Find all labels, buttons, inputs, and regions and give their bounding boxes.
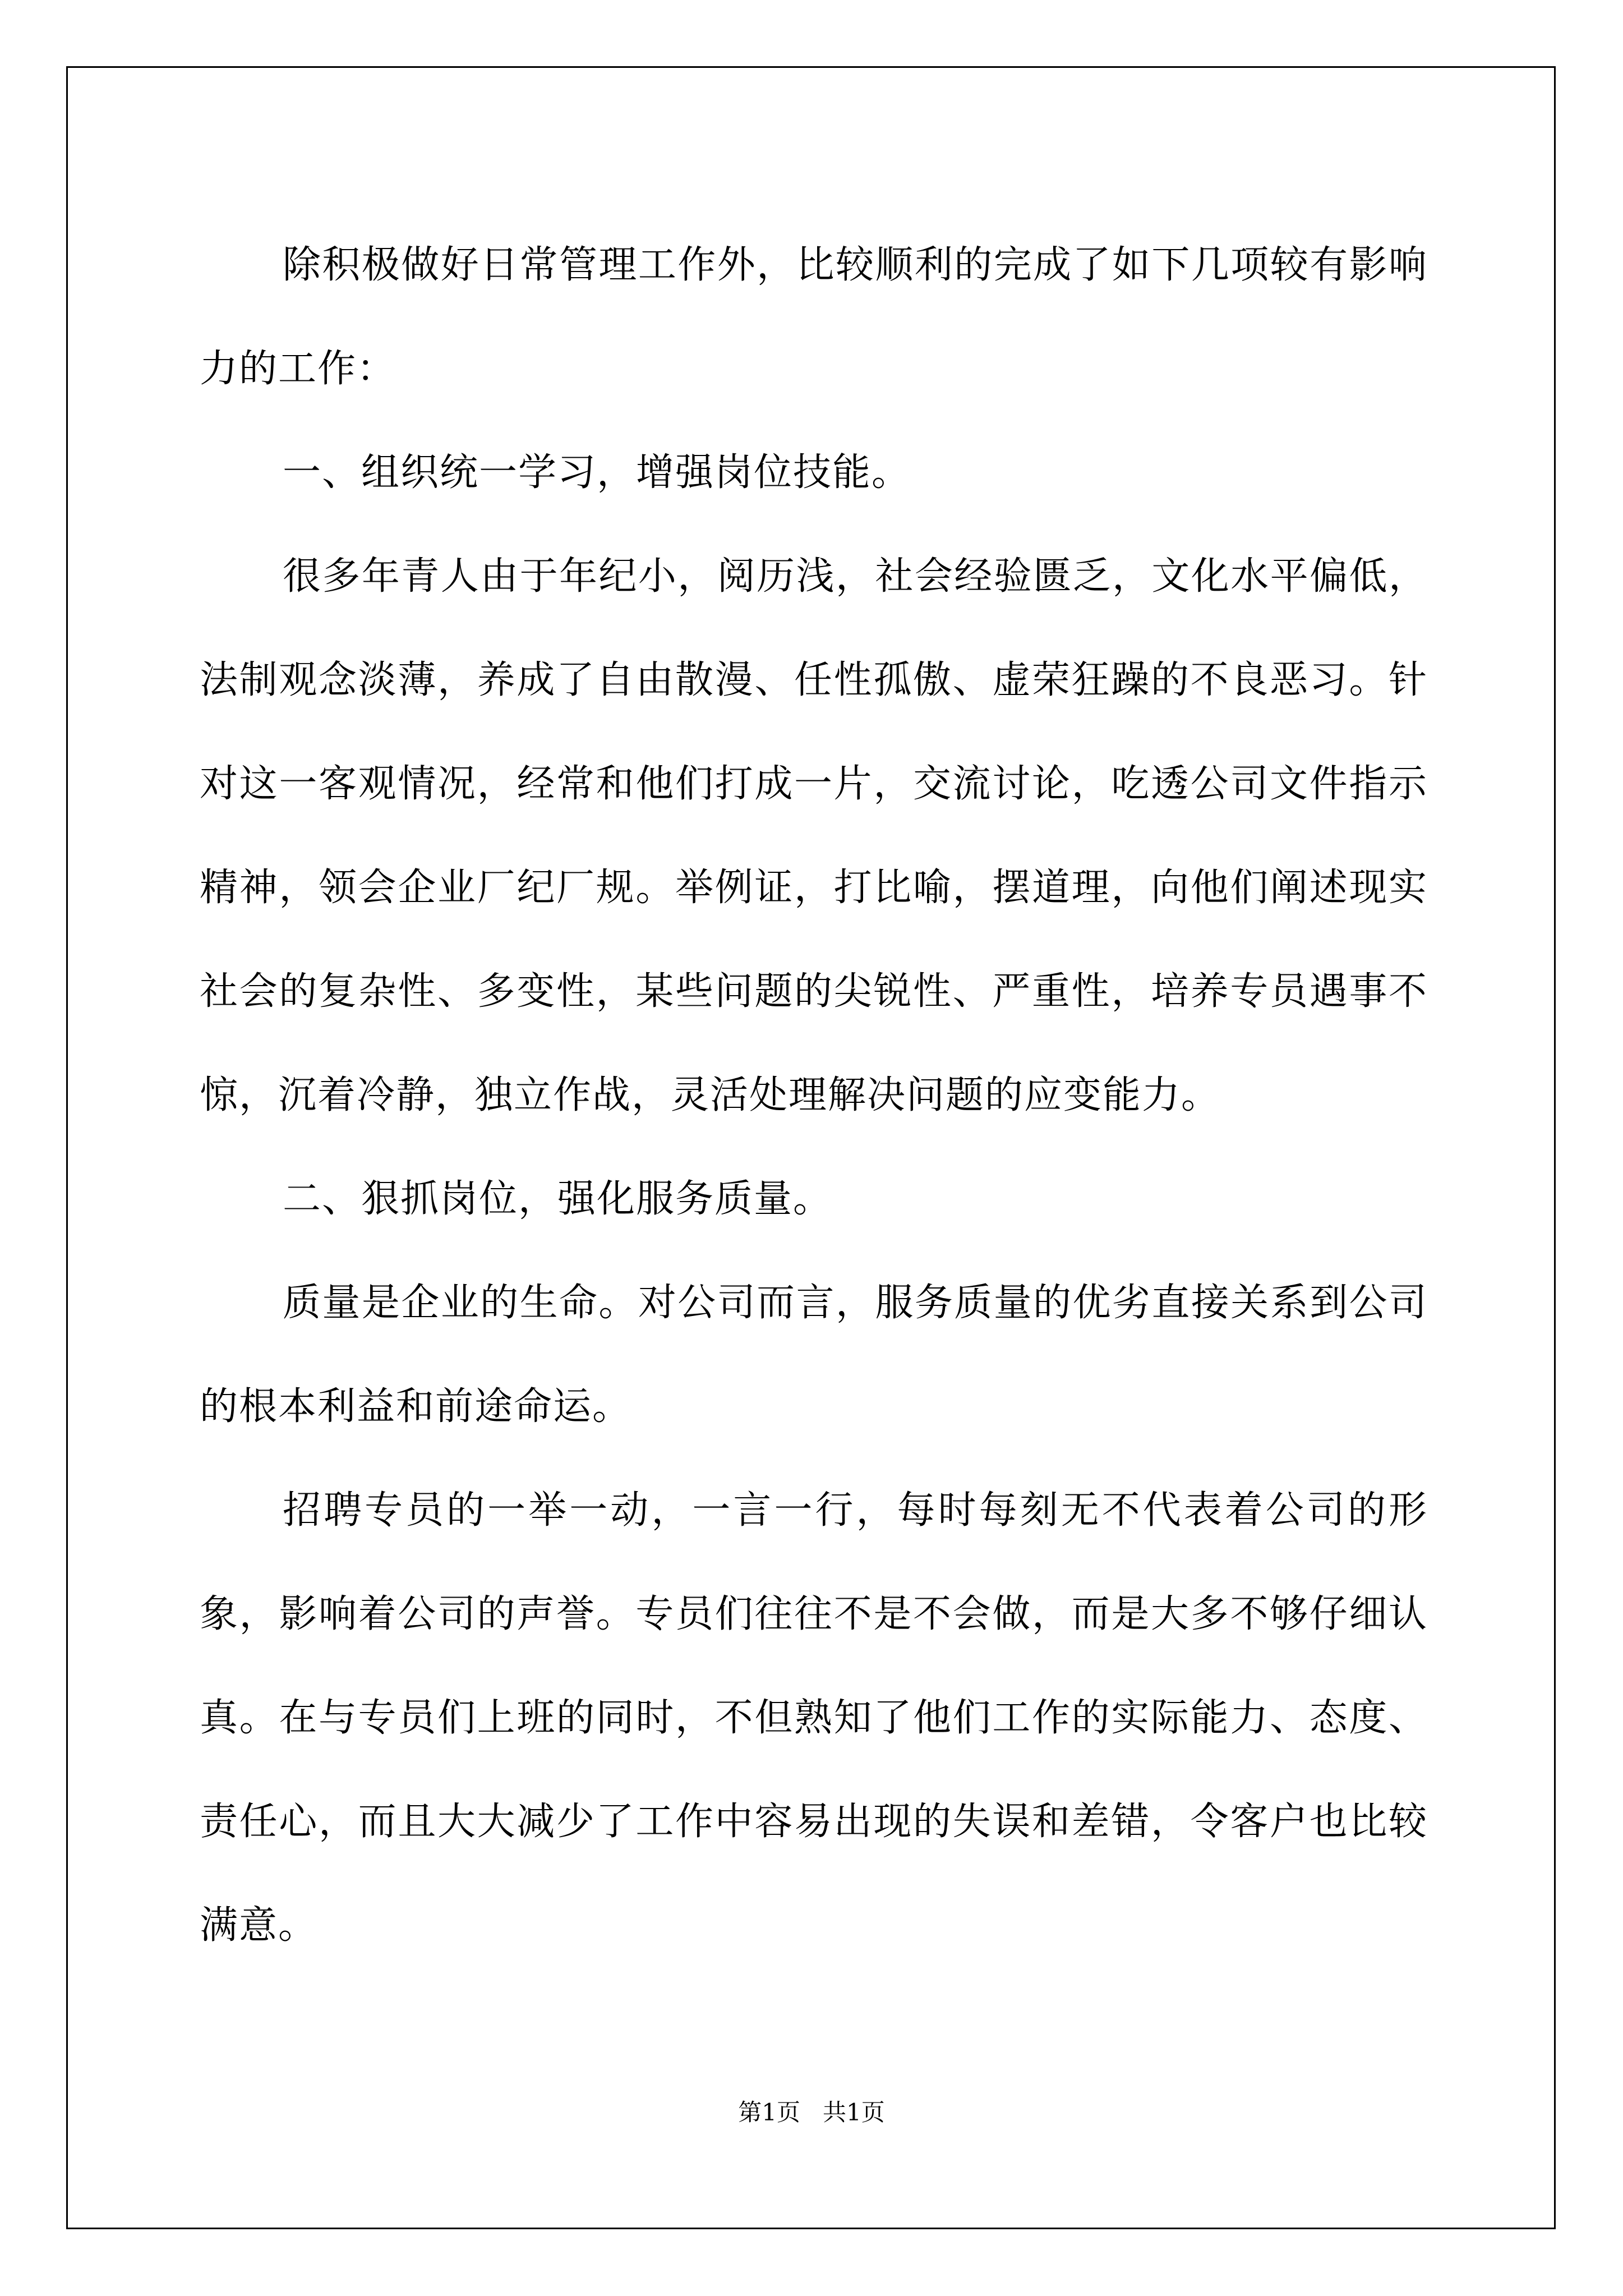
heading-section-1: 一、组织统一学习，增强岗位技能。	[283, 450, 911, 495]
paragraph-section-1: 很多年青人由于年纪小，阅历浅，社会经验匮乏，文化水平偏低，法制观念淡薄，养成了自由散漫、任性孤傲、虚荣狂躁的不良恶习。针对这一客观情况，经常和他们打成一片，交流讨论，吃透公司文件指示精神，领会企业厂纪厂规。举例证，打比喻，摆道理，向他们阐述现实社会的复杂性、多变性，某些问题的尖锐性、严重性，培养专员遇事不惊，沉着冷静，独立作战，灵活处理解决问题的应变能力。	[200, 554, 1428, 1117]
paragraph-quality: 质量是企业的生命。对公司而言，服务质量的优劣直接关系到公司的根本利益和前途命运。	[200, 1281, 1428, 1429]
paragraph-intro: 除积极做好日常管理工作外，比较顺利的完成了如下几项较有影响力的工作：	[200, 243, 1428, 391]
heading-section-2: 二、狠抓岗位，强化服务质量。	[283, 1177, 833, 1221]
paragraph-recruiters: 招聘专员的一举一动，一言一行，每时每刻无不代表着公司的形象，影响着公司的声誉。专员们往往不是不会做，而是大多不够仔细认真。在与专员们上班的同时，不但熟知了他们工作的实际能力、态度、责任心，而且大大减少了工作中容易出现的失误和差错，令客户也比较满意。	[200, 1488, 1428, 1948]
document-body	[200, 213, 1428, 1977]
page-total: 共1页	[823, 2099, 885, 2126]
page-footer	[0, 2096, 1623, 2129]
page-number: 第1页	[738, 2099, 800, 2126]
